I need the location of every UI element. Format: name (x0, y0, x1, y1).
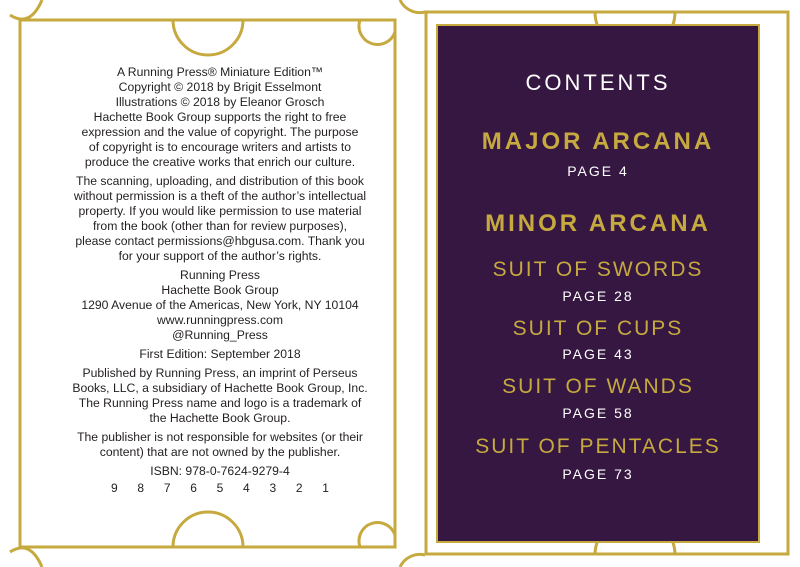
major-arcana-page: PAGE 4 (567, 163, 629, 179)
suit-of-pentacles-page: PAGE 73 (562, 466, 634, 482)
suit-of-wands-title: SUIT OF WANDS (502, 375, 694, 398)
suit-of-cups-page: PAGE 43 (562, 346, 634, 362)
suit-of-swords-page: PAGE 28 (562, 288, 634, 304)
suit-of-wands-page: PAGE 58 (562, 405, 634, 421)
social-handle: @Running_Press (172, 328, 268, 342)
support-paragraph: Hachette Book Group supports the right to free expression and the value of copyright. The purpose of copyright is to encourage writers and artists to produce the creative works that enrich our culture. (81, 110, 359, 169)
website-link: www.runningpress.com (157, 313, 283, 327)
suit-of-pentacles-title: SUIT OF PENTACLES (475, 435, 721, 458)
contents-page (442, 30, 754, 540)
copyright-page (60, 65, 380, 496)
publisher-address: Running Press Hachette Book Group 1290 Avenue of the Americas, New York, NY 10104 www.runningpress.com @Running_Press (60, 268, 380, 343)
copyright-line: Copyright © 2018 by Brigit Esselmont (118, 80, 322, 94)
minor-arcana-title: MINOR ARCANA (485, 210, 711, 237)
responsibility-paragraph: The publisher is not responsible for websites (or their content) that are not owned by the publisher. (77, 430, 363, 459)
edition-line: A Running Press® Miniature Edition™ (116, 65, 324, 79)
printing-line: 9 8 7 6 5 4 3 2 1 (111, 481, 329, 495)
illustrations-line: Illustrations © 2018 by Eleanor Grosch (115, 95, 325, 109)
first-edition: First Edition: September 2018 (139, 347, 301, 361)
contents-heading: CONTENTS (525, 70, 671, 95)
isbn: ISBN: 978-0-7624-9279-4 (150, 464, 290, 478)
major-arcana-title: MAJOR ARCANA (481, 128, 715, 155)
published-by-paragraph: Published by Running Press, an imprint of Perseus Books, LLC, a subsidiary of Hachette Book Group, Inc. The Running Press name and logo is a trademark of the Hachette Book Group. (72, 366, 368, 425)
suit-of-cups-title: SUIT OF CUPS (512, 317, 684, 340)
scanning-paragraph: The scanning, uploading, and distribution of this book without permission is a theft of the author’s intellectual property. If you would like permission to use material from the book (other than for review purposes), please contact permissions@hbgusa.com. Thank you for your support of the author’s rights. (73, 174, 367, 263)
suit-of-swords-title: SUIT OF SWORDS (492, 258, 704, 281)
